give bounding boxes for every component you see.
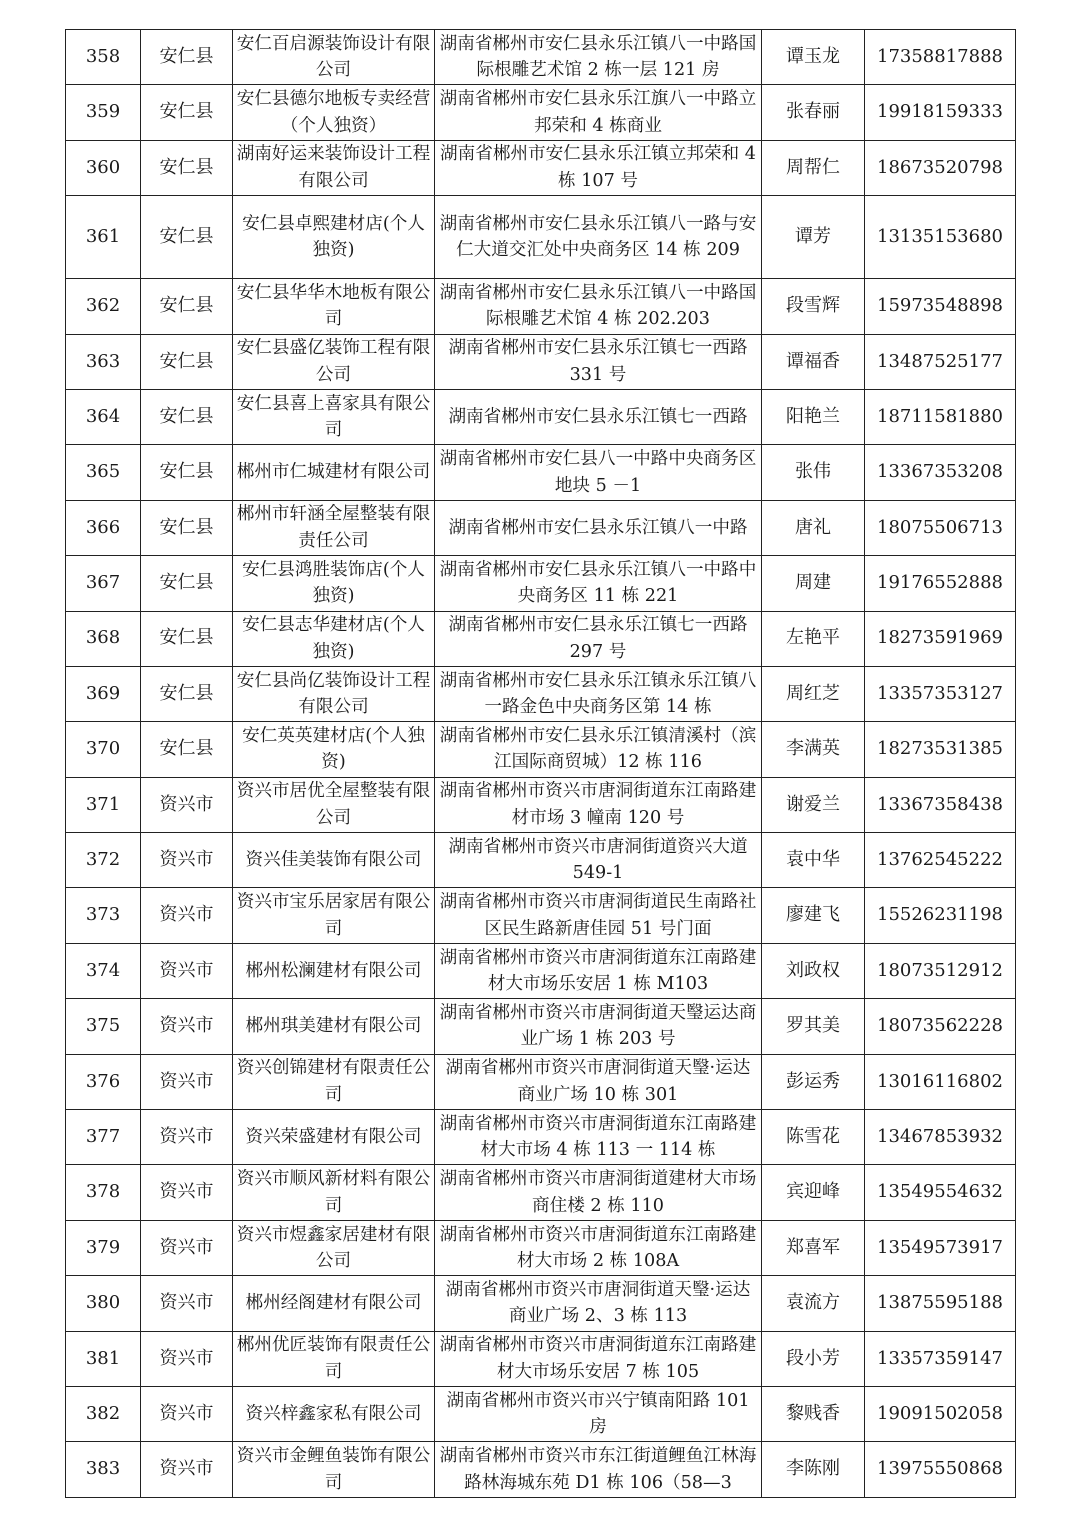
table-row [66, 1165, 1016, 1220]
phone-number-cell: 18711581880 [865, 389, 1016, 444]
address-cell: 湖南省郴州市安仁县永乐江镇八一中路 [435, 500, 762, 555]
table-row [66, 30, 1016, 85]
row-number-cell: 360 [66, 140, 141, 195]
table-row [66, 1110, 1016, 1165]
county-cell: 安仁县 [141, 85, 233, 140]
row-number-cell: 376 [66, 1054, 141, 1109]
contact-person-cell: 李满英 [762, 722, 865, 777]
company-name-cell: 资兴市煜鑫家居建材有限公司 [233, 1220, 435, 1275]
table-row [66, 722, 1016, 777]
address-cell: 湖南省郴州市安仁县永乐江镇七一西路 [435, 389, 762, 444]
address-cell: 湖南省郴州市安仁县永乐江镇永乐江镇八一路金色中央商务区第 14 栋 [435, 666, 762, 721]
company-name-cell: 安仁县德尔地板专卖经营（个人独资） [233, 85, 435, 140]
county-cell: 资兴市 [141, 777, 233, 832]
table-row [66, 334, 1016, 389]
address-cell: 湖南省郴州市安仁县永乐江镇八一路与安仁大道交汇处中央商务区 14 栋 209 [435, 196, 762, 279]
phone-number-cell: 17358817888 [865, 30, 1016, 85]
county-cell: 安仁县 [141, 279, 233, 334]
address-cell: 湖南省郴州市资兴市唐洞街道资兴大道 549-1 [435, 833, 762, 888]
row-number-cell: 382 [66, 1386, 141, 1441]
table-row [66, 1220, 1016, 1275]
county-cell: 资兴市 [141, 1276, 233, 1331]
company-name-cell: 安仁县喜上喜家具有限公司 [233, 389, 435, 444]
company-name-cell: 资兴创锦建材有限责任公司 [233, 1054, 435, 1109]
address-cell: 湖南省郴州市安仁县永乐江镇清溪村（滨江国际商贸城）12 栋 116 [435, 722, 762, 777]
row-number-cell: 383 [66, 1442, 141, 1497]
contact-person-cell: 袁流方 [762, 1276, 865, 1331]
contact-person-cell: 刘政权 [762, 943, 865, 998]
row-number-cell: 380 [66, 1276, 141, 1331]
contact-person-cell: 罗其美 [762, 999, 865, 1054]
contact-person-cell: 谭芳 [762, 196, 865, 279]
phone-number-cell: 13357359147 [865, 1331, 1016, 1386]
phone-number-cell: 13016116802 [865, 1054, 1016, 1109]
phone-number-cell: 13357353127 [865, 666, 1016, 721]
address-cell: 湖南省郴州市资兴市唐洞街道民生南路社区民生路新唐佳园 51 号门面 [435, 888, 762, 943]
table-row [66, 999, 1016, 1054]
address-cell: 湖南省郴州市安仁县永乐江旗八一中路立邦荣和 4 栋商业 [435, 85, 762, 140]
company-name-cell: 郴州琪美建材有限公司 [233, 999, 435, 1054]
contact-person-cell: 周帮仁 [762, 140, 865, 195]
contact-person-cell: 宾迎峰 [762, 1165, 865, 1220]
phone-number-cell: 13367353208 [865, 445, 1016, 500]
contact-person-cell: 谢爱兰 [762, 777, 865, 832]
address-cell: 湖南省郴州市安仁县永乐江镇八一中路国际根雕艺术馆 2 栋一层 121 房 [435, 30, 762, 85]
contact-person-cell: 张伟 [762, 445, 865, 500]
row-number-cell: 371 [66, 777, 141, 832]
phone-number-cell: 13549573917 [865, 1220, 1016, 1275]
row-number-cell: 378 [66, 1165, 141, 1220]
address-cell: 湖南省郴州市安仁县永乐江镇七一西路 297 号 [435, 611, 762, 666]
row-number-cell: 381 [66, 1331, 141, 1386]
company-name-cell: 资兴市宝乐居家居有限公司 [233, 888, 435, 943]
company-name-cell: 郴州市轩涵全屋整装有限责任公司 [233, 500, 435, 555]
contact-person-cell: 郑喜军 [762, 1220, 865, 1275]
table-row [66, 389, 1016, 444]
table-row [66, 1054, 1016, 1109]
row-number-cell: 379 [66, 1220, 141, 1275]
county-cell: 资兴市 [141, 1165, 233, 1220]
row-number-cell: 361 [66, 196, 141, 279]
company-name-cell: 资兴梓鑫家私有限公司 [233, 1386, 435, 1441]
phone-number-cell: 15526231198 [865, 888, 1016, 943]
contact-person-cell: 张春丽 [762, 85, 865, 140]
company-name-cell: 郴州优匠装饰有限责任公司 [233, 1331, 435, 1386]
county-cell: 安仁县 [141, 445, 233, 500]
row-number-cell: 364 [66, 389, 141, 444]
contact-person-cell: 阳艳兰 [762, 389, 865, 444]
county-cell: 资兴市 [141, 1220, 233, 1275]
address-cell: 湖南省郴州市资兴市兴宁镇南阳路 101 房 [435, 1386, 762, 1441]
table-row [66, 140, 1016, 195]
company-name-cell: 郴州经阁建材有限公司 [233, 1276, 435, 1331]
table-row [66, 500, 1016, 555]
phone-number-cell: 13875595188 [865, 1276, 1016, 1331]
contact-person-cell: 谭福香 [762, 334, 865, 389]
county-cell: 资兴市 [141, 1442, 233, 1497]
phone-number-cell: 13135153680 [865, 196, 1016, 279]
county-cell: 资兴市 [141, 1110, 233, 1165]
contact-person-cell: 唐礼 [762, 500, 865, 555]
phone-number-cell: 13487525177 [865, 334, 1016, 389]
county-cell: 资兴市 [141, 999, 233, 1054]
address-cell: 湖南省郴州市安仁县永乐江镇七一西路 331 号 [435, 334, 762, 389]
row-number-cell: 373 [66, 888, 141, 943]
table-row [66, 445, 1016, 500]
county-cell: 安仁县 [141, 611, 233, 666]
county-cell: 安仁县 [141, 500, 233, 555]
address-cell: 湖南省郴州市资兴市唐洞街道东江南路建材大市场 2 栋 108A [435, 1220, 762, 1275]
contact-person-cell: 廖建飞 [762, 888, 865, 943]
county-cell: 资兴市 [141, 943, 233, 998]
company-name-cell: 安仁县尚亿装饰设计工程有限公司 [233, 666, 435, 721]
company-name-cell: 安仁百启源装饰设计有限公司 [233, 30, 435, 85]
address-cell: 湖南省郴州市资兴市唐洞街道天瑿运达商业广场 1 栋 203 号 [435, 999, 762, 1054]
company-name-cell: 安仁县华华木地板有限公司 [233, 279, 435, 334]
company-name-cell: 安仁县志华建材店(个人独资) [233, 611, 435, 666]
company-name-cell: 安仁县鸿胜装饰店(个人独资) [233, 556, 435, 611]
county-cell: 安仁县 [141, 666, 233, 721]
row-number-cell: 366 [66, 500, 141, 555]
row-number-cell: 372 [66, 833, 141, 888]
address-cell: 湖南省郴州市安仁县永乐江镇八一中路中央商务区 11 栋 221 [435, 556, 762, 611]
table-row [66, 279, 1016, 334]
table-row [66, 833, 1016, 888]
row-number-cell: 375 [66, 999, 141, 1054]
table-row [66, 1331, 1016, 1386]
contact-person-cell: 彭运秀 [762, 1054, 865, 1109]
phone-number-cell: 18273531385 [865, 722, 1016, 777]
contact-person-cell: 袁中华 [762, 833, 865, 888]
address-cell: 湖南省郴州市资兴市唐洞街道天瑿·运达商业广场 10 栋 301 [435, 1054, 762, 1109]
county-cell: 安仁县 [141, 722, 233, 777]
company-name-cell: 郴州市仁城建材有限公司 [233, 445, 435, 500]
county-cell: 资兴市 [141, 888, 233, 943]
company-name-cell: 安仁英英建材店(个人独资) [233, 722, 435, 777]
table-row [66, 85, 1016, 140]
contact-person-cell: 周红芝 [762, 666, 865, 721]
company-name-cell: 资兴市顺风新材料有限公司 [233, 1165, 435, 1220]
phone-number-cell: 15973548898 [865, 279, 1016, 334]
address-cell: 湖南省郴州市资兴市唐洞街道建材大市场商住楼 2 栋 110 [435, 1165, 762, 1220]
company-name-cell: 郴州松澜建材有限公司 [233, 943, 435, 998]
county-cell: 安仁县 [141, 556, 233, 611]
contact-person-cell: 黎贱香 [762, 1386, 865, 1441]
address-cell: 湖南省郴州市安仁县永乐江镇八一中路国际根雕艺术馆 4 栋 202.203 [435, 279, 762, 334]
phone-number-cell: 13762545222 [865, 833, 1016, 888]
phone-number-cell: 18073512912 [865, 943, 1016, 998]
company-registry-table [65, 29, 1016, 1498]
county-cell: 资兴市 [141, 833, 233, 888]
county-cell: 安仁县 [141, 196, 233, 279]
address-cell: 湖南省郴州市资兴市东江街道鲤鱼江林海路林海城东苑 D1 栋 106（58—3 [435, 1442, 762, 1497]
phone-number-cell: 18073562228 [865, 999, 1016, 1054]
company-name-cell: 资兴市金鲤鱼装饰有限公司 [233, 1442, 435, 1497]
address-cell: 湖南省郴州市安仁县八一中路中央商务区地块 5 －1 [435, 445, 762, 500]
county-cell: 安仁县 [141, 140, 233, 195]
phone-number-cell: 19176552888 [865, 556, 1016, 611]
table-row [66, 556, 1016, 611]
table-row [66, 196, 1016, 279]
address-cell: 湖南省郴州市资兴市唐洞街道东江南路建材大市场乐安居 7 栋 105 [435, 1331, 762, 1386]
table-row [66, 888, 1016, 943]
address-cell: 湖南省郴州市资兴市唐洞街道东江南路建材大市场乐安居 1 栋 M103 [435, 943, 762, 998]
row-number-cell: 359 [66, 85, 141, 140]
phone-number-cell: 18273591969 [865, 611, 1016, 666]
county-cell: 安仁县 [141, 334, 233, 389]
row-number-cell: 363 [66, 334, 141, 389]
phone-number-cell: 18673520798 [865, 140, 1016, 195]
address-cell: 湖南省郴州市安仁县永乐江镇立邦荣和 4 栋 107 号 [435, 140, 762, 195]
phone-number-cell: 19918159333 [865, 85, 1016, 140]
county-cell: 资兴市 [141, 1386, 233, 1441]
row-number-cell: 362 [66, 279, 141, 334]
phone-number-cell: 13549554632 [865, 1165, 1016, 1220]
row-number-cell: 374 [66, 943, 141, 998]
table-body [66, 30, 1016, 1498]
company-name-cell: 湖南好运来装饰设计工程有限公司 [233, 140, 435, 195]
company-name-cell: 安仁县卓熙建材店(个人独资) [233, 196, 435, 279]
row-number-cell: 370 [66, 722, 141, 777]
row-number-cell: 368 [66, 611, 141, 666]
phone-number-cell: 19091502058 [865, 1386, 1016, 1441]
phone-number-cell: 18075506713 [865, 500, 1016, 555]
company-name-cell: 资兴荣盛建材有限公司 [233, 1110, 435, 1165]
phone-number-cell: 13467853932 [865, 1110, 1016, 1165]
county-cell: 安仁县 [141, 389, 233, 444]
address-cell: 湖南省郴州市资兴市唐洞街道东江南路建材大市场 4 栋 113 一 114 栋 [435, 1110, 762, 1165]
contact-person-cell: 段雪辉 [762, 279, 865, 334]
contact-person-cell: 陈雪花 [762, 1110, 865, 1165]
table-row [66, 666, 1016, 721]
row-number-cell: 367 [66, 556, 141, 611]
address-cell: 湖南省郴州市资兴市唐洞街道东江南路建材市场 3 幢南 120 号 [435, 777, 762, 832]
company-name-cell: 资兴佳美装饰有限公司 [233, 833, 435, 888]
row-number-cell: 365 [66, 445, 141, 500]
phone-number-cell: 13975550868 [865, 1442, 1016, 1497]
table-row [66, 1276, 1016, 1331]
table-row [66, 611, 1016, 666]
table-row [66, 1442, 1016, 1497]
contact-person-cell: 李陈刚 [762, 1442, 865, 1497]
row-number-cell: 358 [66, 30, 141, 85]
row-number-cell: 377 [66, 1110, 141, 1165]
contact-person-cell: 左艳平 [762, 611, 865, 666]
table-row [66, 943, 1016, 998]
contact-person-cell: 谭玉龙 [762, 30, 865, 85]
row-number-cell: 369 [66, 666, 141, 721]
company-name-cell: 安仁县盛亿装饰工程有限公司 [233, 334, 435, 389]
county-cell: 安仁县 [141, 30, 233, 85]
county-cell: 资兴市 [141, 1331, 233, 1386]
county-cell: 资兴市 [141, 1054, 233, 1109]
table-row [66, 1386, 1016, 1441]
address-cell: 湖南省郴州市资兴市唐洞街道天瑿·运达商业广场 2、3 栋 113 [435, 1276, 762, 1331]
contact-person-cell: 周建 [762, 556, 865, 611]
company-name-cell: 资兴市居优全屋整装有限公司 [233, 777, 435, 832]
phone-number-cell: 13367358438 [865, 777, 1016, 832]
contact-person-cell: 段小芳 [762, 1331, 865, 1386]
table-row [66, 777, 1016, 832]
